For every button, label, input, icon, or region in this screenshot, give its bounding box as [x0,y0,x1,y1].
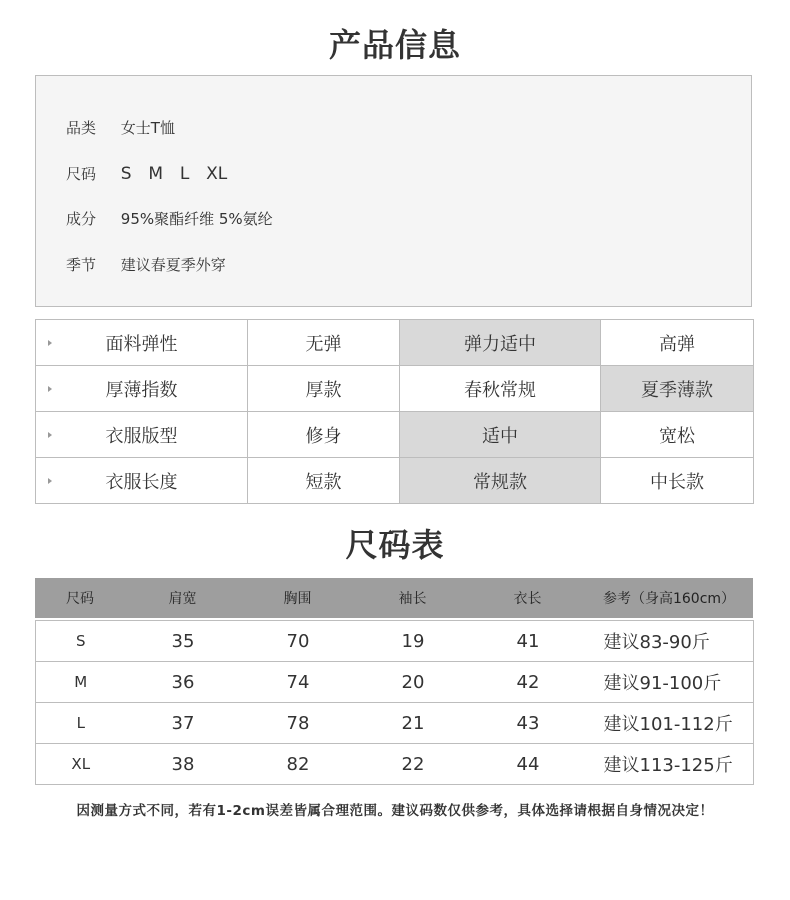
attribute-option: 春秋常规 [400,366,601,412]
attribute-row [36,320,754,366]
size-cell: 建议113-125斤 [586,744,754,785]
size-table [35,620,754,785]
size-option: L [179,164,190,184]
attribute-name-label: 衣服长度 [105,471,178,493]
info-value: 女士T恤 [120,119,175,137]
attribute-option: 弹力适中 [400,320,601,366]
attribute-option: 高弹 [601,320,754,366]
size-cell: L [36,703,126,744]
size-cell: M [36,662,126,703]
attribute-name-label: 衣服版型 [105,425,178,447]
attribute-row [36,366,754,412]
size-cell: 38 [126,744,241,785]
size-cell: 37 [126,703,241,744]
size-table-header [35,578,753,618]
size-header-cell: 胸围 [283,591,312,607]
attribute-name-label: 厚薄指数 [105,379,178,401]
info-label: 品类 [66,119,97,137]
attribute-name-label: 面料弹性 [105,333,178,355]
size-row [36,703,754,744]
triangle-right-icon [48,386,52,392]
size-cell: 43 [471,703,586,744]
size-cell: 20 [356,662,471,703]
size-cell: S [36,621,126,662]
size-cell: 82 [241,744,356,785]
size-cell: 74 [241,662,356,703]
size-row [36,662,754,703]
size-header-cell: 衣长 [513,591,542,607]
triangle-right-icon [48,432,52,438]
size-cell: 36 [126,662,241,703]
attribute-option: 无弹 [248,320,400,366]
info-row-sizes [66,163,239,184]
attribute-option: 常规款 [400,458,601,504]
triangle-right-icon [48,478,52,484]
attribute-row [36,458,754,504]
attribute-option: 厚款 [248,366,400,412]
info-label: 季节 [66,256,97,274]
attribute-option: 中长款 [601,458,754,504]
size-cell: 78 [241,703,356,744]
attribute-name [36,412,248,458]
size-header-cell: 尺码 [66,591,94,607]
info-row-category [66,117,175,138]
size-cell: 70 [241,621,356,662]
size-option: XL [206,164,228,184]
attribute-name [36,366,248,412]
size-header-cell: 袖长 [398,591,427,607]
size-chart-title: 尺码表 [345,526,445,564]
size-cell: 41 [471,621,586,662]
size-cell: 21 [356,703,471,744]
size-cell: 44 [471,744,586,785]
triangle-right-icon [48,340,52,346]
size-row [36,621,754,662]
size-option: M [148,164,164,184]
attribute-name [36,320,248,366]
attribute-name [36,458,248,504]
info-label: 尺码 [66,165,97,183]
size-cell: XL [36,744,126,785]
size-cell: 35 [126,621,241,662]
info-value: 95%聚酯纤维 5%氨纶 [120,210,273,228]
info-row-material [66,208,273,229]
size-header-cell: 肩宽 [168,591,197,607]
attribute-option: 夏季薄款 [601,366,754,412]
size-cell: 42 [471,662,586,703]
attribute-table [35,319,754,504]
size-cell: 19 [356,621,471,662]
attribute-option: 短款 [248,458,400,504]
size-header-cell: 参考（身高160cm） [602,591,736,607]
info-label: 成分 [66,210,97,228]
product-info-title: 产品信息 [328,26,461,64]
size-cell: 建议83-90斤 [586,621,754,662]
attribute-option: 宽松 [601,412,754,458]
size-cell: 22 [356,744,471,785]
size-cell: 建议101-112斤 [586,703,754,744]
attribute-option: 修身 [248,412,400,458]
info-value: 建议春夏季外穿 [120,256,226,274]
size-option: S [120,164,132,184]
attribute-row [36,412,754,458]
size-cell: 建议91-100斤 [586,662,754,703]
info-row-season [66,254,226,275]
product-info-box [35,75,752,307]
size-row [36,744,754,785]
attribute-option: 适中 [400,412,601,458]
measurement-note: 因测量方式不同，若有1-2cm误差皆属合理范围。建议码数仅供参考，具体选择请根据自身情况决定！ [76,803,714,819]
